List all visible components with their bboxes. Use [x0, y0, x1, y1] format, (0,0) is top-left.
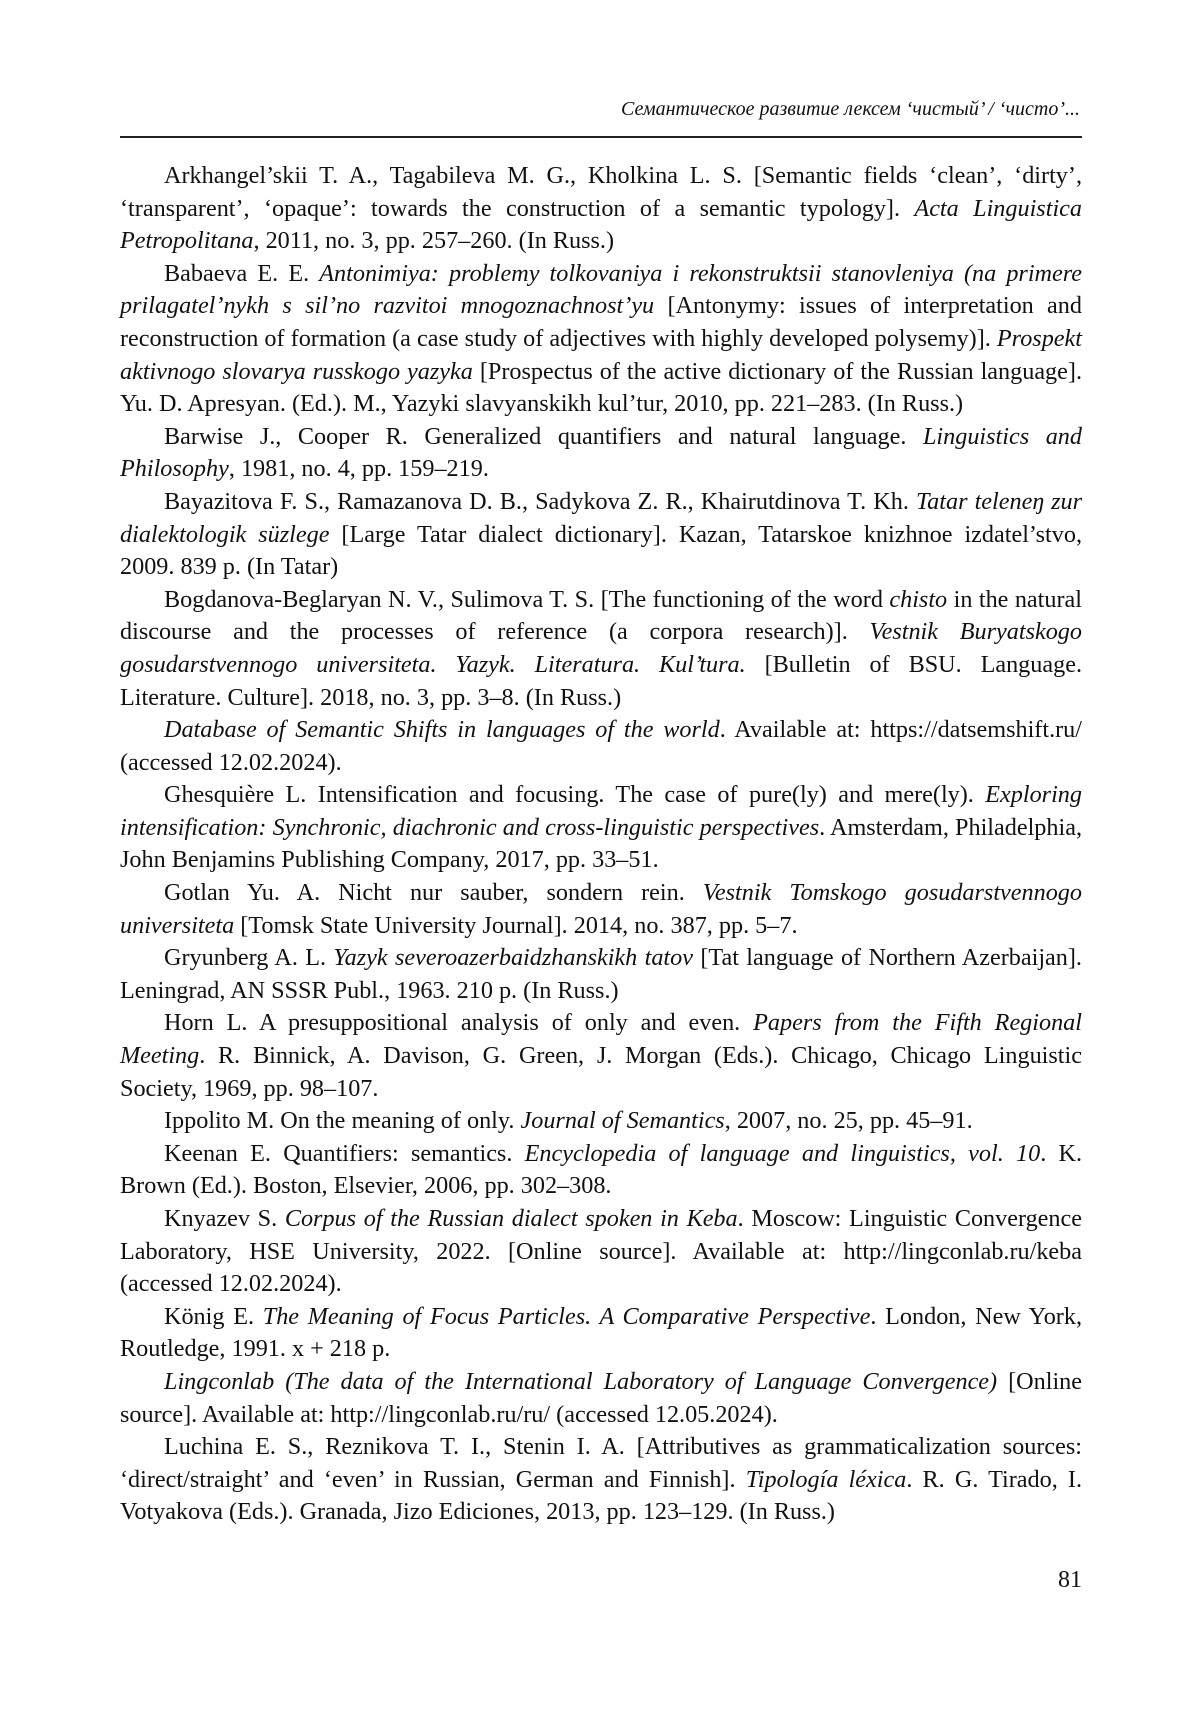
- reference-entry-barwise: [120, 421, 1082, 486]
- reference-text: . K. Brown (Ed.). Boston, Elsevier, 2006, pp. 302–308.: [120, 1139, 1083, 1200]
- reference-entry-keenan: [120, 1138, 1082, 1203]
- running-header: Семантическое развитие лексем ‘чистый’ / ‘чисто’...: [621, 98, 1080, 120]
- reference-text: [Online source]. Available at: http://lingconlab.ru/ru/ (accessed 12.05.2024).: [120, 1367, 1082, 1428]
- reference-italic-title: Yazyk severoazerbaidzhanskikh tatov: [333, 944, 693, 972]
- reference-italic-title: Acta Linguistica Petropolitana: [120, 194, 1082, 255]
- reference-text: Barwise J., Cooper R. Generalized quantifiers and natural language.: [164, 422, 923, 450]
- reference-text: Horn L. A presuppositional analysis of only and even.: [164, 1009, 754, 1037]
- reference-text: [Bulletin of BSU. Language. Literature. Culture]. 2018, no. 3, pp. 3–8. (In Russ.): [120, 650, 1082, 711]
- reference-text: [Large Tatar dialect dictionary]. Kazan, Tatarskoe knizhnoe izdatel’stvo, 2009. 839 p. (In Tatar): [120, 520, 1082, 581]
- reference-text: [Tat language of Northern Azerbaijan]. Leningrad, AN SSSR Publ., 1963. 210 p. (In Russ.): [120, 944, 1082, 1004]
- reference-italic-title: Papers from the Fifth Regional Meeting: [120, 1009, 1082, 1070]
- reference-text: Luchina E. S., Reznikova T. I., Stenin I. A. [Attributives as grammaticalization sources: ‘direct/straight’ and ‘even’ in Russian, German and Finnish].: [120, 1433, 1082, 1493]
- reference-entry-horn: [120, 1007, 1082, 1105]
- reference-entry-konig: [120, 1301, 1082, 1366]
- reference-entry-bayazitova: [120, 486, 1082, 584]
- reference-text: Keenan E. Quantifiers: semantics.: [164, 1139, 525, 1167]
- reference-text: in the natural discourse and the processes of reference (a corpora research)].: [120, 585, 1082, 646]
- reference-entry-gotlan: [120, 877, 1082, 942]
- reference-italic-title: Encyclopedia of language and linguistics, vol. 10: [524, 1139, 1041, 1167]
- reference-text: Knyazev S.: [164, 1205, 285, 1232]
- reference-text: Ippolito M. On the meaning of only.: [164, 1107, 521, 1135]
- reference-text: , 2007, no. 25, pp. 45–91.: [724, 1107, 973, 1135]
- page-number: 81: [1058, 1567, 1082, 1593]
- reference-text: . R. G. Tirado, I. Votyakova (Eds.). Granada, Jizo Ediciones, 2013, pp. 123–129. (In Russ.): [120, 1465, 1082, 1526]
- reference-entry-knyazev: [120, 1203, 1082, 1301]
- reference-italic-title: Journal of Semantics: [520, 1107, 725, 1135]
- reference-entry-gryunberg: [120, 942, 1082, 1007]
- reference-text: . London, New York, Routledge, 1991. x + 218 p.: [120, 1302, 1083, 1363]
- reference-text: . Amsterdam, Philadelphia, John Benjamins Publishing Company, 2017, pp. 33–51.: [120, 813, 1082, 874]
- reference-italic-title: Corpus of the Russian dialect spoken in Keba: [284, 1205, 738, 1232]
- reference-entry-bogdanova: [120, 584, 1082, 714]
- reference-entry-babaeva: [120, 258, 1082, 421]
- reference-italic-title: Database of Semantic Shifts in languages of the world: [164, 716, 720, 744]
- reference-entry-ghesquiere: [120, 779, 1082, 877]
- reference-text: . Moscow: Linguistic Convergence Laboratory, HSE University, 2022. [Online source]. Available at: http://lingconlab.ru/keba (accessed 12.02.2024).: [120, 1205, 1082, 1298]
- reference-text: . R. Binnick, A. Davison, G. Green, J. Morgan (Eds.). Chicago, Chicago Linguistic Society, 1969, pp. 98–107.: [120, 1042, 1082, 1102]
- reference-list: [120, 160, 1082, 1529]
- reference-text: Bogdanova-Beglaryan N. V., Sulimova T. S. [The functioning of the word: [164, 585, 890, 613]
- reference-text: Ghesquière L. Intensification and focusing. The case of pure(ly) and mere(ly).: [164, 781, 986, 809]
- reference-entry-lingconlab: [120, 1366, 1082, 1431]
- reference-italic-title: chisto: [889, 585, 948, 613]
- reference-text: Arkhangel’skii T. A., Tagabileva M. G., Kholkina L. S. [Semantic fields ‘clean’, ‘dirty’, ‘transparent’, ‘opaque’: towards the construction of a semantic typology].: [120, 162, 1082, 222]
- reference-italic-title: Antonimiya: problemy tolkovaniya i rekonstruktsii stanovleniya (na primere prilagatel’nykh s sil’no razvitoi mnogoznachnost’yu: [120, 259, 1083, 320]
- reference-entry-luchina: [120, 1431, 1082, 1529]
- reference-entry-arkhangelskii: [120, 160, 1082, 258]
- reference-text: [Tomsk State University Journal]. 2014, no. 387, pp. 5–7.: [234, 911, 798, 939]
- reference-text: [Prospectus of the active dictionary of the Russian language]. Yu. D. Apresyan. (Ed.). M., Yazyki slavyanskikh kul’tur, 2010, pp. 221–283. (In Russ.): [120, 357, 1082, 418]
- reference-text: Bayazitova F. S., Ramazanova D. B., Sadykova Z. R., Khairutdinova T. Kh.: [164, 487, 916, 515]
- reference-italic-title: The Meaning of Focus Particles. A Comparative Perspective: [262, 1302, 871, 1330]
- reference-text: . Available at: https://datsemshift.ru/ (accessed 12.02.2024).: [120, 716, 1082, 776]
- reference-text: [Antonymy: issues of interpretation and reconstruction of formation (a case study of adjectives with highly developed polysemy)].: [120, 292, 1082, 352]
- reference-italic-title: Tatar teleneŋ zur dialektologik süzlege: [120, 487, 1082, 548]
- reference-italic-title: Exploring intensification: Synchronic, diachronic and cross-linguistic perspectives: [120, 781, 1082, 841]
- reference-text: König E.: [164, 1302, 263, 1330]
- reference-italic-title: Prospekt aktivnogo slovarya russkogo yazyka: [120, 324, 1082, 385]
- reference-text: Gryunberg A. L.: [164, 944, 334, 972]
- reference-italic-title: Tipología léxica: [745, 1465, 907, 1493]
- reference-italic-title: Lingconlab (The data of the International Laboratory of Language Convergence): [164, 1367, 998, 1395]
- reference-italic-title: Linguistics and Philosophy: [120, 422, 1082, 483]
- reference-text: , 1981, no. 4, pp. 159–219.: [228, 455, 489, 483]
- header-divider: [120, 136, 1082, 138]
- reference-italic-title: Vestnik Buryatskogo gosudarstvennogo universiteta. Yazyk. Literatura. Kul’tura.: [120, 618, 1082, 678]
- reference-text: Babaeva E. E.: [164, 259, 320, 287]
- reference-entry-ippolito: [120, 1105, 1082, 1138]
- reference-entry-datsemshift: [120, 714, 1082, 779]
- reference-italic-title: Vestnik Tomskogo gosudarstvennogo universiteta: [120, 879, 1082, 939]
- reference-text: Gotlan Yu. A. Nicht nur sauber, sondern rein.: [164, 879, 703, 907]
- reference-text: , 2011, no. 3, pp. 257–260. (In Russ.): [253, 227, 615, 255]
